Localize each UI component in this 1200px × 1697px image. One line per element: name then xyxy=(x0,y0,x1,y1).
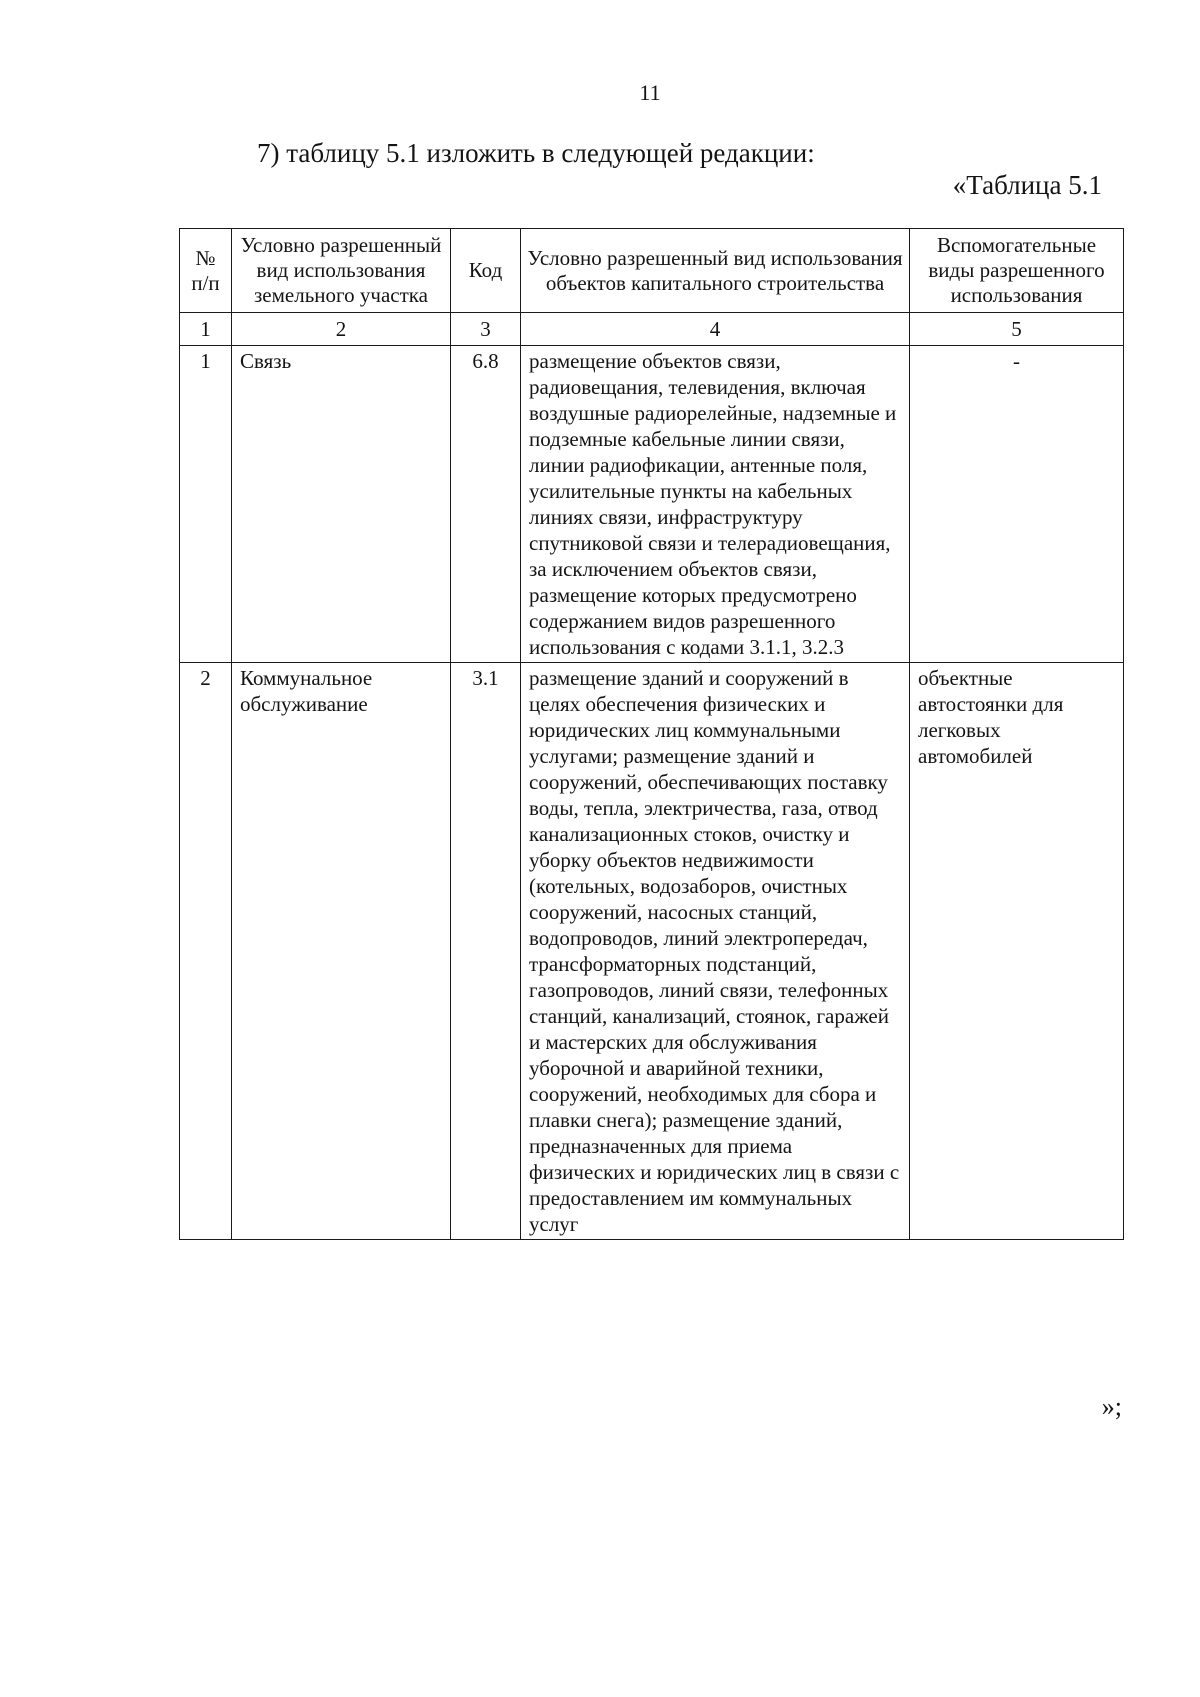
zoning-table xyxy=(179,228,1124,1240)
column-number-row xyxy=(180,313,1124,346)
construction-use-cell: размещение зданий и сооружений в целях обеспечения физических и юридических лиц коммунальными услугами; размещение зданий и сооружений, обеспечивающих поставку воды, тепла, электричества, газа, отвод канализационных стоков, очистку и уборку объектов недвижимости (котельных, водозаборов, очистных сооружений, насосных станций, водопроводов, линий электропередач, трансформаторных подстанций, газопроводов, линий связи, телефонных станций, канализаций, стоянок, гаражей и мастерских для обслуживания уборочной и аварийной техники, сооружений, необходимых для сбора и плавки снега); размещение зданий, предназначенных для приема физических и юридических лиц в связи с предоставлением им коммунальных услуг xyxy=(521,663,910,1240)
header-row xyxy=(180,229,1124,313)
land-use-cell: Связь xyxy=(232,346,451,663)
land-use-cell: Коммунальное обслуживание xyxy=(232,663,451,1240)
column-number: 2 xyxy=(232,313,451,346)
code-cell: 3.1 xyxy=(451,663,521,1240)
column-number: 3 xyxy=(451,313,521,346)
column-number: 5 xyxy=(910,313,1124,346)
table-caption: «Таблица 5.1 xyxy=(952,170,1102,200)
header-construction-use: Условно разрешенный вид использования объектов капитального строительства xyxy=(521,229,910,313)
amendment-intro: 7) таблицу 5.1 изложить в следующей редакции: xyxy=(257,138,815,168)
auxiliary-cell: объектные автостоянки для легковых автомобилей xyxy=(910,663,1124,1240)
table-row xyxy=(180,346,1124,663)
header-num: № п/п xyxy=(180,229,232,313)
page-number: 11 xyxy=(639,80,661,105)
row-number: 2 xyxy=(180,663,232,1240)
construction-use-cell: размещение объектов связи, радиовещания, телевидения, включая воздушные радиорелейные, надземные и подземные кабельные линии связи, линии радиофикации, антенные поля, усилительные пункты на кабельных линиях связи, инфраструктуру спутниковой связи и телерадиовещания, за исключением объектов связи, размещение которых предусмотрено содержанием видов разрешенного использования с кодами 3.1.1, 3.2.3 xyxy=(521,346,910,663)
header-auxiliary: Вспомогательные виды разрешенного использования xyxy=(910,229,1124,313)
header-code: Код xyxy=(451,229,521,313)
auxiliary-cell: - xyxy=(910,346,1124,663)
closing-quote: »; xyxy=(1101,1392,1122,1421)
header-land-use: Условно разрешенный вид использования земельного участка xyxy=(232,229,451,313)
column-number: 1 xyxy=(180,313,232,346)
code-cell: 6.8 xyxy=(451,346,521,663)
column-number: 4 xyxy=(521,313,910,346)
row-number: 1 xyxy=(180,346,232,663)
table-row xyxy=(180,663,1124,1240)
